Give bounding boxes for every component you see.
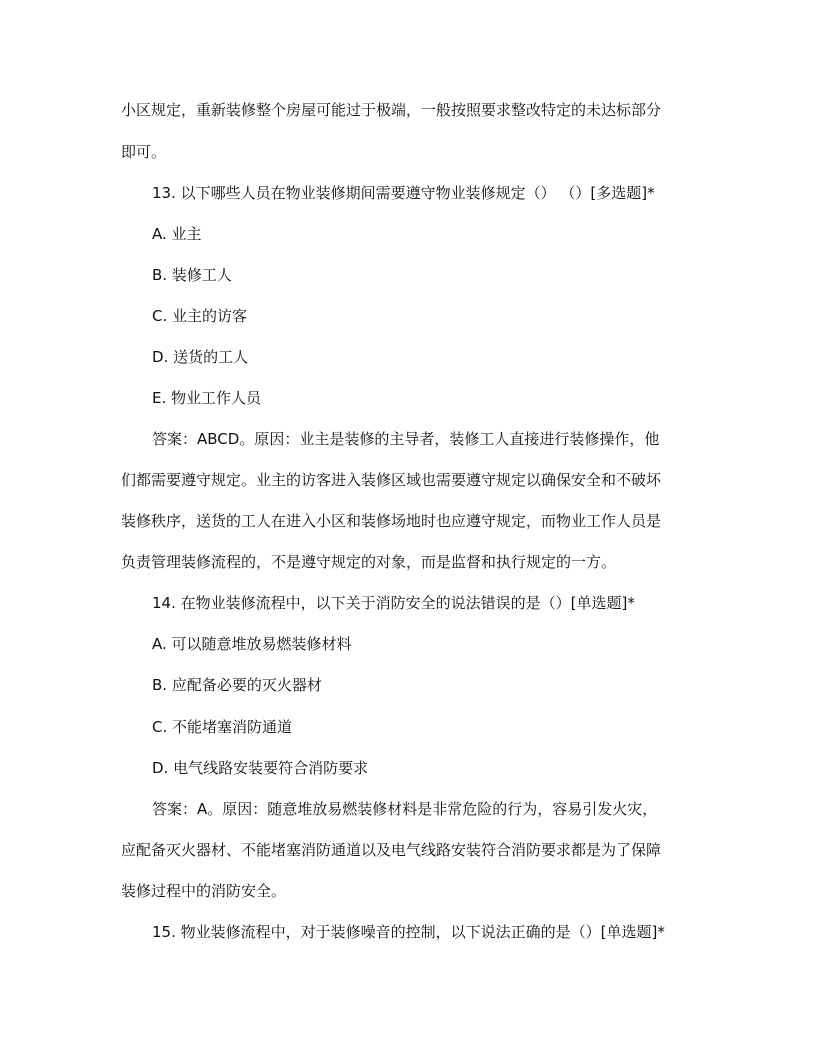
question-13-option-e: E. 物业工作人员: [152, 389, 262, 407]
answer-14-line-2: 应配备灭火器材、不能堵塞消防通道以及电气线路安装符合消防要求都是为了保障: [121, 841, 662, 859]
question-14-option-b: B. 应配备必要的灭火器材: [152, 676, 322, 694]
paragraph-line-1: 小区规定，重新装修整个房屋可能过于极端，一般按照要求整改特定的未达标部分: [121, 101, 662, 119]
answer-14-line-1: 答案：A。原因：随意堆放易燃装修材料是非常危险的行为，容易引发火灾，: [152, 800, 658, 818]
question-13-option-a: A. 业主: [152, 225, 202, 243]
question-14-option-c: C. 不能堵塞消防通道: [152, 718, 293, 736]
question-13-option-d: D. 送货的工人: [152, 348, 249, 366]
question-13-title: 13. 以下哪些人员在物业装修期间需要遵守物业装修规定（） （）[多选题]*: [152, 184, 655, 202]
question-14-title: 14. 在物业装修流程中，以下关于消防安全的说法错误的是（）[单选题]*: [152, 594, 635, 612]
question-13-option-c: C. 业主的访客: [152, 307, 248, 325]
answer-13-line-3: 装修秩序，送货的工人在进入小区和装修场地时也应遵守规定，而物业工作人员是: [121, 512, 662, 530]
question-13-option-b: B. 装修工人: [152, 266, 232, 284]
question-15-title: 15. 物业装修流程中，对于装修噪音的控制，以下说法正确的是（）[单选题]*: [152, 923, 665, 941]
answer-13-line-1: 答案：ABCD。原因：业主是装修的主导者，装修工人直接进行装修操作，他: [152, 430, 660, 448]
answer-13-line-2: 们都需要遵守规定。业主的访客进入装修区域也需要遵守规定以确保安全和不破坏: [121, 471, 662, 489]
paragraph-line-2: 即可。: [121, 143, 167, 161]
answer-13-line-4: 负责管理装修流程的，不是遵守规定的对象，而是监督和执行规定的一方。: [121, 553, 617, 571]
answer-14-line-3: 装修过程中的消防安全。: [121, 882, 287, 900]
question-14-option-d: D. 电气线路安装要符合消防要求: [152, 759, 369, 777]
question-14-option-a: A. 可以随意堆放易燃装修材料: [152, 635, 352, 653]
